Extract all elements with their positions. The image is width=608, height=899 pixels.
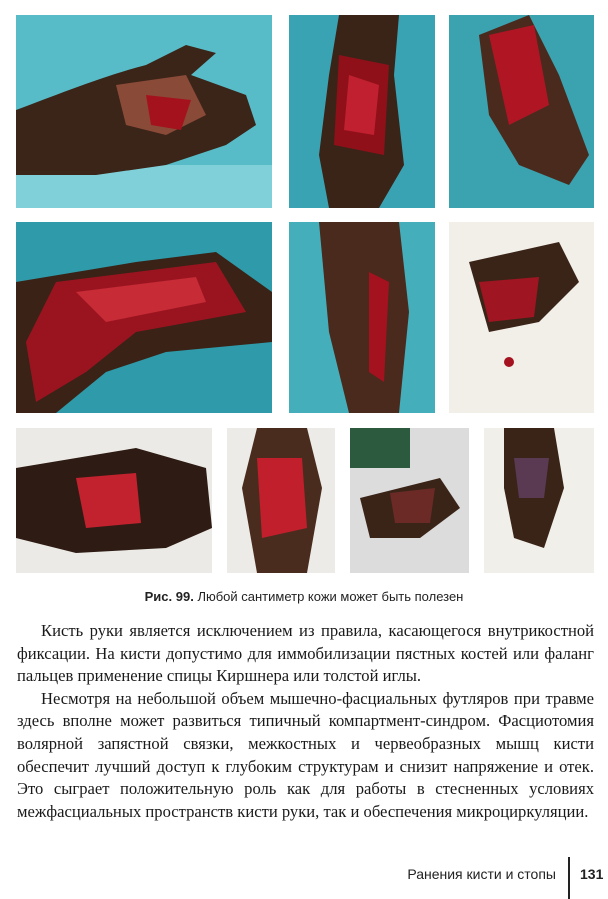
photo-forearm-palm-wound (449, 15, 594, 208)
photo-hand-dark-wound (350, 428, 469, 573)
figure-caption (0, 589, 608, 604)
figure-caption-text: Любой сантиметр кожи может быть полезен (193, 589, 464, 604)
photo-hand-on-white-sheet (449, 222, 594, 413)
footer-divider (568, 857, 570, 899)
photo-hand-healed (484, 428, 594, 573)
body-text (17, 620, 594, 823)
photo-palm-incision (289, 222, 435, 413)
photo-dorsal-hand-wound (16, 15, 272, 208)
paragraph: Несмотря на небольшой объем мышечно-фасциальных футляров при травме здесь вполне может развиться типичный компартмент-синдром. Фасциотомия волярной запястной связки, межкостных и червеобразных мышц кисти обеспечит лучший доступ к глубоким структурам и снизит напряжение и отек. Это сыграет положительную роль как для работы в стесненных условиях межфасциальных пространств кисти руки, так и обеспечения микроциркуляции. (17, 688, 594, 821)
paragraph: Кисть руки является исключением из правила, касающегося внутрикостной фиксации. На кисти допустимо для иммобилизации пястных костей или фаланг пальцев применение спицы Киршнера или толстой иглы. (17, 621, 594, 686)
photo-forearm-extensive-wound (16, 222, 272, 413)
figure-caption-label: Рис. 99. (144, 589, 194, 604)
page-number: 131 (580, 866, 604, 882)
photo-palm-wound-open (289, 15, 435, 208)
running-footer-title: Ранения кисти и стопы (407, 866, 556, 882)
photo-dorsal-hand-laceration (16, 428, 212, 573)
photo-hand-skin-loss (227, 428, 335, 573)
